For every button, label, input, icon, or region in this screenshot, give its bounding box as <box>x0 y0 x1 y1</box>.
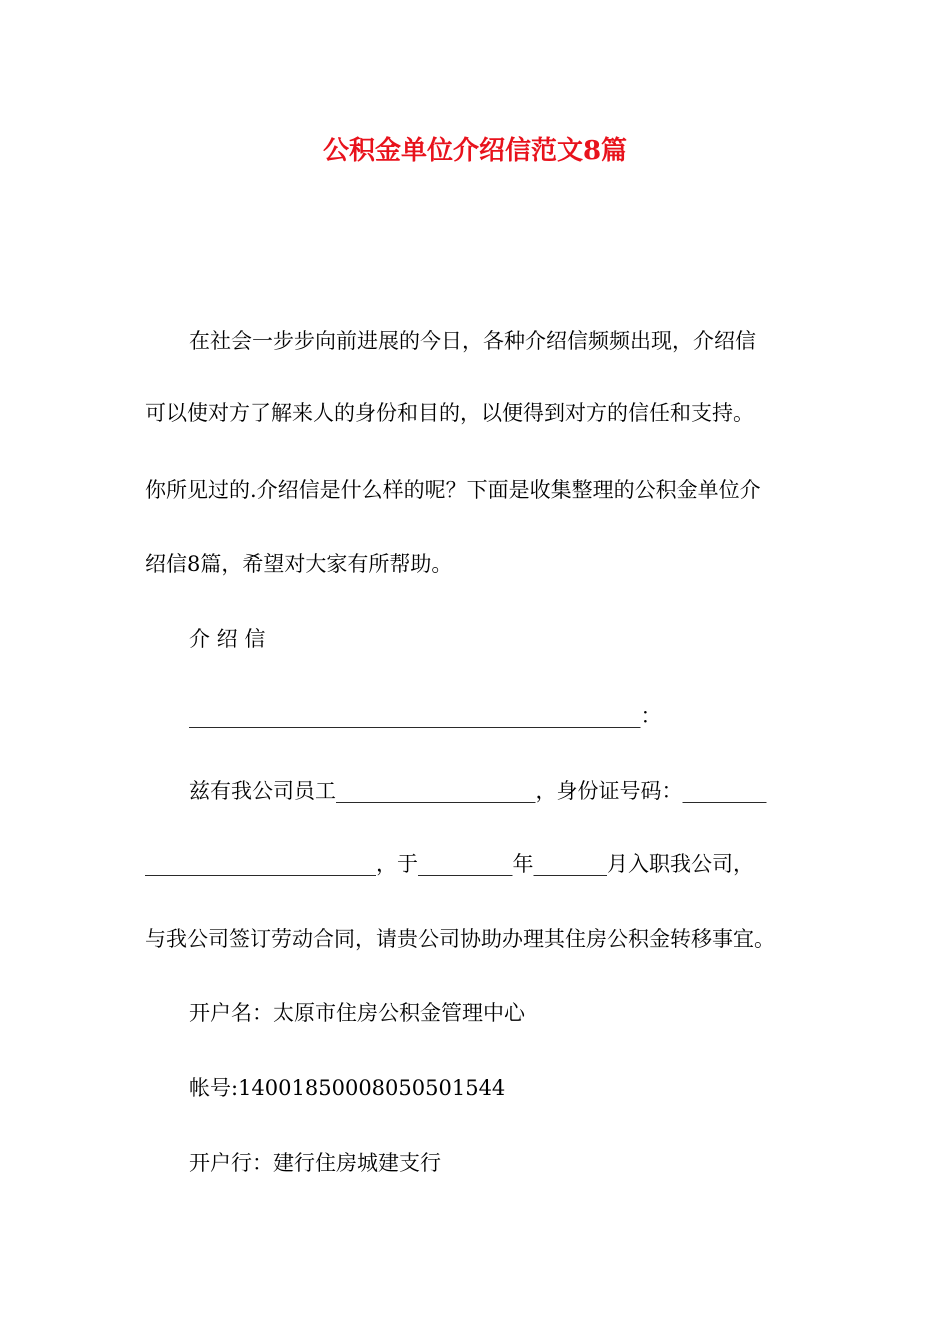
document-title: 公积金单位介绍信范文8篇 <box>322 136 628 166</box>
paragraph-line: 你所见过的.介绍信是什么样的呢？下面是收集整理的公积金单位介 <box>145 478 761 502</box>
recipient-blank-line: ___________________________________________： <box>189 704 662 728</box>
paragraph-line: 可以使对方了解来人的身份和目的，以便得到对方的信任和支持。 <box>145 401 754 425</box>
letter-body-line: ______________________，于_________年_______月入职我公司， <box>145 852 754 876</box>
letter-heading: 介 绍 信 <box>189 627 266 651</box>
account-name-line: 开户名：太原市住房公积金管理中心 <box>189 1001 525 1025</box>
letter-body-line: 兹有我公司员工___________________，身份证号码：________ <box>189 779 767 803</box>
account-number-line: 帐号:14001850008050501544 <box>189 1076 506 1100</box>
paragraph-line: 绍信8篇，希望对大家有所帮助。 <box>145 552 453 576</box>
letter-body-line: 与我公司签订劳动合同，请贵公司协助办理其住房公积金转移事宜。 <box>145 927 775 951</box>
paragraph-line: 在社会一步步向前进展的今日，各种介绍信频频出现，介绍信 <box>189 329 756 353</box>
bank-branch-line: 开户行：建行住房城建支行 <box>189 1151 441 1175</box>
